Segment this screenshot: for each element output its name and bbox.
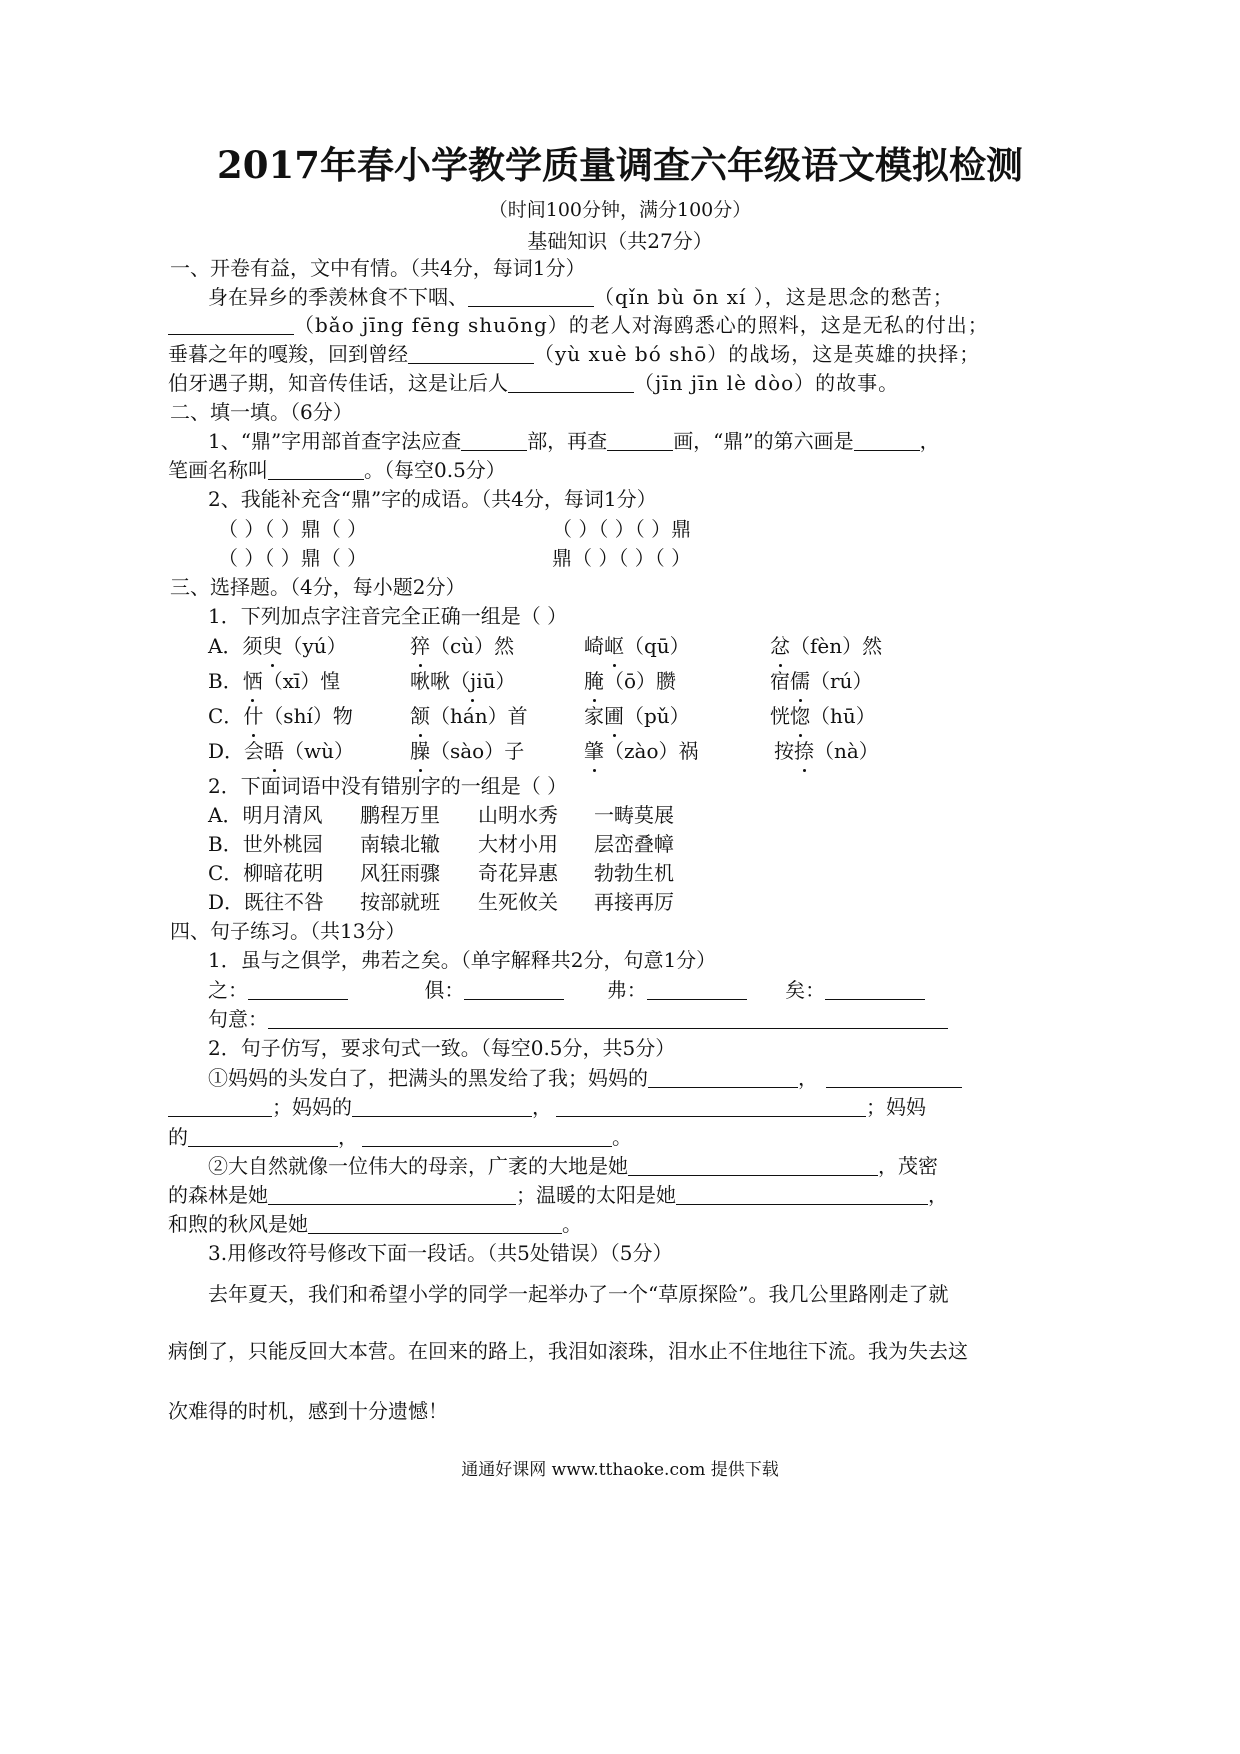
s1-line-2 [168, 310, 989, 340]
choice-row-d-4[interactable] [774, 736, 879, 766]
text-segment: （sào）子 [430, 739, 525, 763]
s4-p1-line-1 [208, 1063, 962, 1093]
text-segment: 矣： [785, 978, 826, 1002]
s4-p1-line-3 [168, 1122, 632, 1152]
idiom-3[interactable]: （ ）（ ）鼎（ ） [218, 546, 368, 570]
text-segment: 1、“鼎”字用部首查字法应查 [208, 429, 462, 453]
choice-row-d-3[interactable] [584, 736, 699, 766]
blank[interactable] [268, 1006, 948, 1029]
dotted-character: 惚 [790, 701, 810, 731]
choice-row-a-1[interactable] [208, 631, 347, 661]
dotted-character: 臾 [262, 631, 282, 661]
choice-row-b-2[interactable] [410, 666, 515, 696]
s4-q2: 2．句子仿写，要求句式一致。（每空0.5分，共5分） [208, 1036, 676, 1060]
blank[interactable] [825, 977, 925, 1000]
text-segment: 垂暮之年的嘎羧，回到曾经 [168, 342, 408, 366]
choice-row-c-2[interactable] [410, 701, 528, 731]
blank[interactable] [352, 1094, 532, 1117]
text-segment: （qū） [624, 634, 690, 658]
dotted-character: 猝 [410, 631, 430, 661]
blank[interactable] [248, 977, 348, 1000]
s4-q1-meaning [208, 1004, 948, 1034]
dotted-character: 什 [243, 701, 263, 731]
s4-p2-line-3 [168, 1209, 582, 1239]
text-segment: （yù xuè bó shō）的战场，这是英雄的抉择； [534, 342, 981, 366]
s3-q1: 1．下列加点字注音完全正确一组是（ ） [208, 604, 568, 628]
blank[interactable] [461, 428, 527, 451]
text-segment: （rú） [810, 669, 873, 693]
blank[interactable] [268, 457, 364, 480]
exam-subtitle: （时间100分钟，满分100分） [488, 199, 752, 221]
text-segment: 家 [584, 704, 604, 728]
text-segment: 之： [208, 978, 248, 1002]
blank[interactable] [408, 341, 534, 364]
choice-row-b-1[interactable] [208, 666, 340, 696]
text-segment: （cù）然 [430, 634, 515, 658]
text-segment: ②大自然就像一位伟大的母亲，广袤的大地是她 [208, 1154, 628, 1178]
text-segment: ， [919, 429, 940, 453]
idiom-2[interactable]: （ ）（ ）（ ）鼎 [552, 517, 692, 541]
text-segment: 。（每空0.5分） [364, 458, 506, 482]
dotted-character: 啾（jiū） [430, 666, 515, 696]
text-segment: 伯牙遇子期，知音传佳话，这是让后人 [168, 371, 508, 395]
text-segment: B． [208, 669, 243, 693]
text-segment: ， [532, 1095, 552, 1119]
choice-row-a-2[interactable] [410, 631, 514, 661]
text-segment: ①妈妈的头发白了，把满头的黑发给了我；妈妈的 [208, 1066, 648, 1090]
word-row-c-3[interactable]: 奇花异惠 [478, 861, 558, 885]
s4-p1-line-2 [168, 1092, 926, 1122]
dotted-character: 臊 [410, 736, 430, 766]
dotted-character: 肇 [584, 736, 604, 766]
choice-row-a-4[interactable] [770, 631, 882, 661]
idiom-1[interactable]: （ ）（ ）鼎（ ） [218, 517, 368, 541]
choice-row-b-4[interactable] [770, 666, 872, 696]
choice-row-d-1[interactable] [208, 736, 354, 766]
text-segment: （shí）物 [263, 704, 353, 728]
word-row-d-1[interactable]: D．既往不咎 [208, 890, 325, 914]
blank[interactable] [648, 1065, 798, 1088]
blank[interactable] [676, 1182, 928, 1205]
word-row-d-4[interactable]: 再接再厉 [594, 890, 674, 914]
blank[interactable] [647, 977, 747, 1000]
text-segment: 的森林是她 [168, 1183, 268, 1207]
text-segment: （jīn jīn lè dòo）的故事。 [634, 371, 900, 395]
s3-q2: 2．下面词语中没有错别字的一组是（ ） [208, 774, 568, 798]
dotted-character: 恓 [243, 666, 263, 696]
dotted-character: 捺 [794, 736, 814, 766]
blank[interactable] [308, 1211, 562, 1234]
text-segment: ， [928, 1183, 948, 1207]
text-segment: 按 [774, 739, 794, 763]
dotted-character: 儒 [790, 666, 810, 696]
text-segment: （fèn）然 [790, 634, 883, 658]
text-segment: D．会 [208, 739, 265, 763]
text-segment: ， [798, 1066, 818, 1090]
section-3-heading: 三、选择题。（4分，每小题2分） [170, 575, 466, 599]
text-segment: 啾 [410, 669, 430, 693]
s4-p2-line-1 [208, 1151, 938, 1181]
text-segment: 和煦的秋风是她 [168, 1212, 308, 1236]
text-segment: 俱： [424, 978, 465, 1002]
text-segment: ，茂密 [878, 1154, 938, 1178]
text-segment: A．须 [208, 634, 263, 658]
section-4-heading: 四、句子练习。（共13分） [170, 919, 406, 943]
text-segment: 恍 [770, 704, 790, 728]
choice-row-b-3[interactable] [584, 666, 676, 696]
blank[interactable] [556, 1094, 866, 1117]
text-segment: 崎 [584, 634, 604, 658]
text-segment: （nà） [814, 739, 879, 763]
dotted-character: 晤 [264, 736, 284, 766]
text-segment: ； [272, 1095, 292, 1119]
text-segment: 身在异乡的季羡林食不下咽、 [208, 285, 468, 309]
exam-title: 2017年春小学教学质量调查六年级语文模拟检测 [217, 143, 1023, 187]
text-segment: 部，再查 [527, 429, 608, 453]
text-segment: 宿 [770, 669, 790, 693]
blank[interactable] [464, 977, 564, 1000]
text-segment: （ō）臜 [604, 669, 677, 693]
s4-q3: 3.用修改符号修改下面一段话。（共5处错误）（5分） [208, 1241, 673, 1265]
dotted-character: 颔 [410, 701, 430, 731]
s1-line-1 [208, 282, 954, 312]
s2-q1-line-2 [168, 455, 506, 485]
blank[interactable] [628, 1153, 878, 1176]
text-segment: ； [866, 1095, 886, 1119]
blank[interactable] [188, 1124, 338, 1147]
choice-row-c-3[interactable] [584, 701, 690, 731]
dotted-character: 忿 [770, 631, 790, 661]
word-row-b-1[interactable]: B．世外桃园 [208, 832, 323, 856]
blank[interactable] [508, 370, 634, 393]
dotted-character: 圃 [604, 701, 624, 731]
text-segment: 句意： [208, 1007, 268, 1031]
text-segment: （hán）首 [430, 704, 528, 728]
word-row-d-3[interactable]: 生死攸关 [478, 890, 558, 914]
section-1-heading: 一、开卷有益，文中有情。（共4分，每词1分） [170, 256, 586, 280]
word-row-c-2[interactable]: 风狂雨骤 [360, 861, 440, 885]
s4-q1-fills [208, 975, 925, 1005]
blank[interactable] [168, 312, 294, 335]
text-segment: （xī）惶 [262, 669, 341, 693]
word-row-c-1[interactable]: C．柳暗花明 [208, 861, 324, 885]
choice-row-a-3[interactable] [584, 631, 690, 661]
text-segment: 妈妈的 [292, 1095, 352, 1119]
choice-row-c-4[interactable] [770, 701, 876, 731]
word-row-a-1[interactable]: A．明月清风 [208, 803, 323, 827]
word-row-b-4[interactable]: 层峦叠幛 [594, 832, 674, 856]
word-row-a-3[interactable]: 山明水秀 [478, 803, 558, 827]
edit-paragraph-line-3: 次难得的时机，感到十分遗憾！ [168, 1399, 448, 1423]
text-segment: 画，“鼎”的第六画是 [673, 429, 854, 453]
text-segment: 妈妈 [886, 1095, 926, 1119]
blank[interactable] [362, 1124, 612, 1147]
text-segment: 的 [168, 1125, 188, 1149]
idiom-4[interactable]: 鼎（ ）（ ）（ ） [552, 546, 692, 570]
blank[interactable] [468, 284, 594, 307]
s1-line-3 [168, 339, 980, 369]
text-segment: （bǎo jīng fēng shuōng）的老人对海鸥悉心的照料，这是无私的付出； [294, 313, 989, 337]
dotted-character: 岖 [604, 631, 624, 661]
text-segment: 笔画名称叫 [168, 458, 268, 482]
s4-q1: 1．虽与之俱学，弗若之矣。（单字解释共2分，句意1分） [208, 948, 717, 972]
s2-q2: 2、我能补充含“鼎”字的成语。（共4分，每词1分） [208, 487, 657, 511]
text-segment: C． [208, 704, 244, 728]
text-segment: （qǐn bù ōn xí ），这是思念的愁苦； [594, 285, 954, 309]
word-row-c-4[interactable]: 勃勃生机 [594, 861, 674, 885]
text-segment: （pǔ） [624, 704, 690, 728]
text-segment: ， [338, 1125, 358, 1149]
blank[interactable] [268, 1182, 516, 1205]
text-segment: 。 [562, 1212, 582, 1236]
dotted-character: 腌 [584, 666, 604, 696]
footer-text: 通通好课网 www.tthaoke.com 提供下载 [461, 1460, 779, 1480]
word-row-a-4[interactable]: 一畴莫展 [594, 803, 674, 827]
part-heading: 基础知识（共27分） [527, 229, 713, 253]
text-segment: （zào）祸 [604, 739, 699, 763]
text-segment: ；温暖的太阳是她 [516, 1183, 676, 1207]
choice-row-d-2[interactable] [410, 736, 524, 766]
edit-paragraph-line-1: 去年夏天，我们和希望小学的同学一起举办了一个“草原探险”。我几公里路刚走了就 [208, 1282, 949, 1306]
text-segment: （hū） [810, 704, 876, 728]
blank[interactable] [168, 1094, 272, 1117]
blank[interactable] [854, 428, 920, 451]
word-row-b-2[interactable]: 南辕北辙 [360, 832, 440, 856]
text-segment: （wù） [284, 739, 355, 763]
blank[interactable] [607, 428, 673, 451]
section-2-heading: 二、填一填。（6分） [170, 400, 353, 424]
choice-row-c-1[interactable] [208, 701, 353, 731]
blank[interactable] [826, 1065, 962, 1088]
s1-line-4 [168, 368, 899, 398]
s4-p2-line-2 [168, 1180, 948, 1210]
text-segment: 弗： [606, 978, 647, 1002]
word-row-d-2[interactable]: 按部就班 [360, 890, 440, 914]
edit-paragraph-line-2: 病倒了，只能反回大本营。在回来的路上，我泪如滚珠，泪水止不住地往下流。我为失去这 [168, 1339, 968, 1363]
word-row-a-2[interactable]: 鹏程万里 [360, 803, 440, 827]
s2-q1-line-1 [208, 426, 940, 456]
text-segment: 。 [612, 1125, 632, 1149]
word-row-b-3[interactable]: 大材小用 [478, 832, 558, 856]
text-segment: （yú） [282, 634, 347, 658]
